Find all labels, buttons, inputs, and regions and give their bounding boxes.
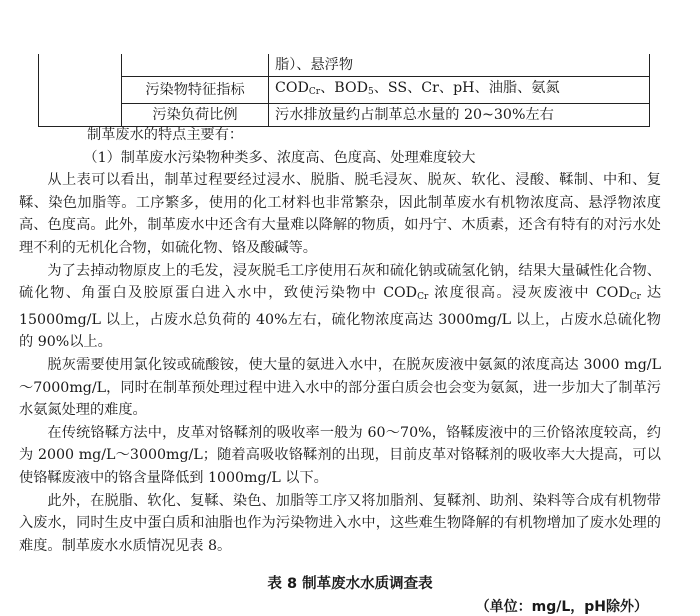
paragraph: 在传统铬鞣方法中，皮革对铬鞣剂的吸收率一般为 60～70%，铬鞣废液中的三价铬浓度较高，约为 2000 mg/L～3000mg/L；随着高吸收铬鞣剂的出现，目前皮革对铬鞣剂的吸收率大大提高，可以使铬鞣废液中的铬含量降低到 1000mg/L 以下。 [19, 424, 661, 486]
paragraph: 此外，在脱脂、软化、复鞣、染色、加脂等工序又将加脂剂、复鞣剂、助剂、染料等合成有机物带入废水，同时生皮中蛋白质和油脂也作为污染物进入水中，这些难生物降解的有机物增加了废水处理的难度。制革废水水质情况见表 8。 [19, 492, 661, 554]
paragraph: 从上表可以看出，制革过程要经过浸水、脱脂、脱毛浸灰、脱灰、软化、浸酸、鞣制、中和、复鞣、染色加脂等。工序繁多，使用的化工材料也非常繁杂，因此制革废水有机物浓度高、悬浮物浓度高、色度高。此外，制革废水中还含有大量难以降解的物质，如丹宁、木质素，还含有特有的对污水处理不利的无机化合物，如硫化物、铬及酸碱等。 [19, 172, 661, 256]
body-text [19, 124, 662, 557]
paragraph-intro: 制革废水的特点主要有： [87, 127, 244, 143]
paragraph: 为了去掉动物原皮上的毛发，浸灰脱毛工序使用石灰和硫化钠或硫氢化钠，结果大量碱性化合物、硫化物、角蛋白及胶原蛋白进入水中，致使污染物中 $COD_{Cr}$ 浓度很高。浸灰废液中 $COD_{Cr}$ 达 15000mg/L 以上，占废水总负荷的 40%左右，硫化物浓度高达 3000mg/L 以上，占废水总硫化物的 90%以上。 [19, 262, 662, 351]
paragraph: 脱灰需要使用氯化铵或硫酸铵，使大量的氨进入水中，在脱灰废液中氨氮的浓度高达 3000 mg/L～7000mg/L，同时在制革预处理过程中进入水中的部分蛋白质会也会变为氨氮，进一步加大了制革污水氨氮处理的难度。 [19, 356, 661, 419]
table-caption: 表 8 制革废水水质调查表 [267, 576, 433, 592]
table-cell-label [122, 54, 269, 77]
table-cell-value: $COD_{Cr}$、$BOD_5$、SS、Cr、pH、油脂、氨氮 [269, 77, 650, 104]
table-cell-label: 污染物特征指标 [122, 77, 269, 104]
table-row [39, 77, 650, 104]
table-row [39, 54, 650, 77]
table-fragment [38, 54, 650, 127]
table-cell-label: 污染负荷比例 [122, 104, 269, 127]
table-cell-value: 脂）、悬浮物 [269, 54, 650, 77]
table-cell-value: 污水排放量约占制革总水量的 20~30%左右 [269, 104, 650, 127]
paragraph-heading: （1）制革废水污染物种类多、浓度高、色度高、处理难度较大 [83, 149, 476, 166]
unit-note: （单位：mg/L，pH除外） [475, 599, 648, 615]
